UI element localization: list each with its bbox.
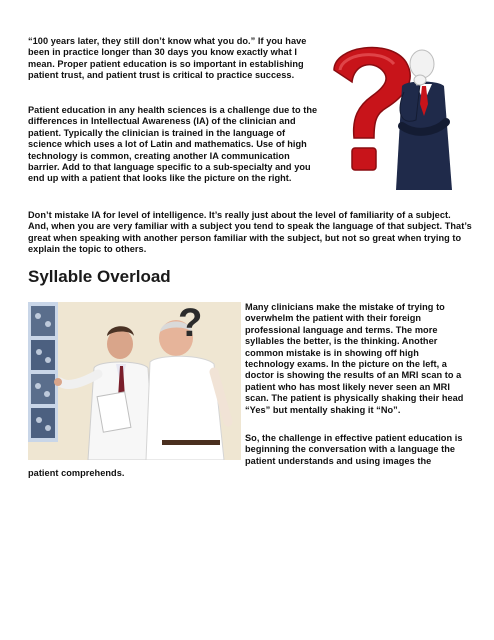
svg-text:?: ? xyxy=(178,302,203,345)
intro-paragraph-3-text: Don’t mistake IA for level of intelligence. It’s really just about the level of familiarity of a subject. And, when you are very familiar with a subject you tend to speak the language of that subject. That’s great when speaking with another person familiar with the subject, but not so great when trying to explain the topic to others. xyxy=(28,210,472,255)
syllable-paragraph-2 xyxy=(245,433,467,467)
question-mark-figure-icon xyxy=(320,40,467,190)
intro-paragraph-2-text: Patient education in any health sciences is a challenge due to the differences in Intellectual Awareness (IA) of the clinician and patient. Typically the clinician is trained in the language of science which uses a lot of Latin and mathematics. Use of high technology is common, creating another IA communication barrier. Add to that language specific to a sub-specialty and you end up with a patient that looks like the picture on the right. xyxy=(28,105,318,184)
syllable-paragraph-1 xyxy=(245,302,467,416)
syllable-paragraph-1-text: Many clinicians make the mistake of trying to overwhelm the patient with their foreign professional language and terms. The more syllables the better, is the thinking. Another common mistake is in showing off high technology exams. In the picture on the left, a doctor is showing the results of an MRI scan to a patient who has most likely never seen an MRI scan. The patient is physically shaking their head “Yes” but mentally shaking it “No”. xyxy=(245,302,464,415)
syllable-paragraph-2-tail xyxy=(28,468,328,479)
intro-paragraph-1 xyxy=(28,36,311,82)
section-heading: Syllable Overload xyxy=(28,267,171,286)
syllable-paragraph-2-text: So, the challenge in effective patient education is beginning the conversation with a language the patient understands and using images the xyxy=(245,433,463,466)
intro-paragraph-2 xyxy=(28,105,318,185)
doctor-patient-photo xyxy=(28,302,241,460)
intro-paragraph-1-text: “100 years later, they still don’t know what you do.” If you have been in practice longer than 30 days you know exactly what I mean. Proper patient education is so important in establishing patient trust, and patient trust is critical to practice success. xyxy=(28,36,307,81)
doctor-patient-mri-icon xyxy=(28,302,241,460)
question-figure-image xyxy=(320,40,467,190)
intro-paragraph-3 xyxy=(28,210,473,256)
syllable-paragraph-2-tail-text: patient comprehends. xyxy=(28,468,125,478)
